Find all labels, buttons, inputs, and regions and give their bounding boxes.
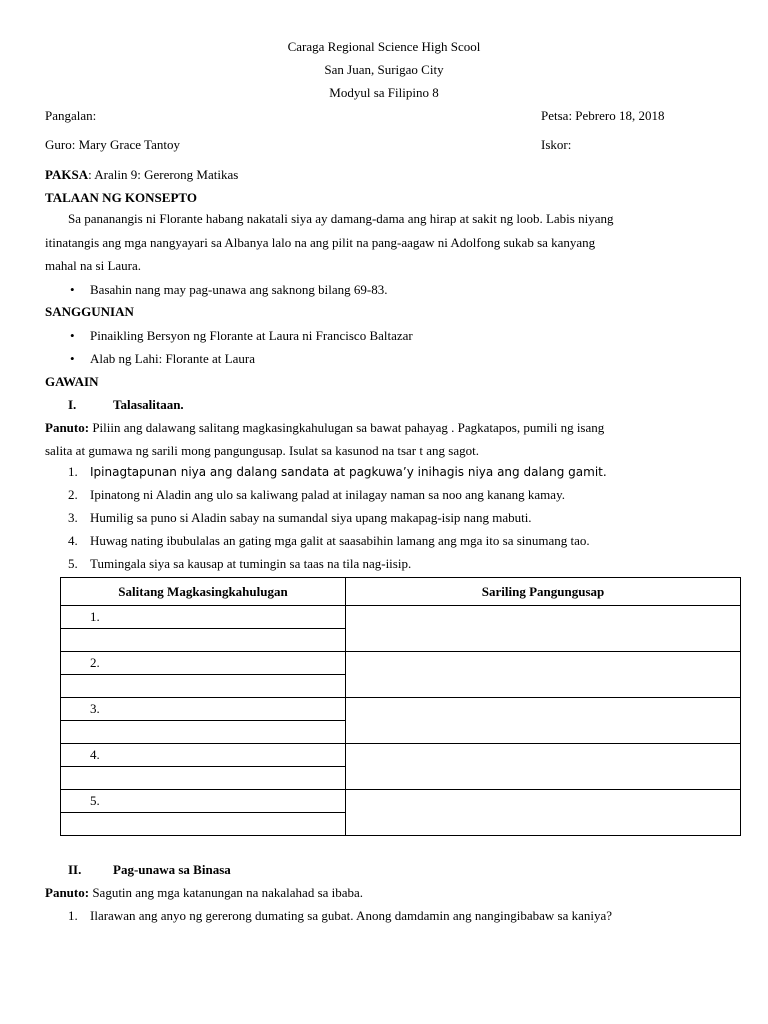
synonym-cell[interactable] [61, 813, 346, 836]
synonym-cell[interactable]: 1. [61, 606, 346, 629]
synonym-cell[interactable] [61, 675, 346, 698]
table-row [61, 790, 741, 813]
synonym-cell[interactable] [61, 767, 346, 790]
date-label: Petsa: Pebrero 18, 2018 [541, 108, 665, 123]
concept-line-1: Sa pananangis ni Florante habang nakatali siya ay damang-dama ang hirap at sakit ng loob. Labis niyang [68, 211, 614, 226]
sentence-cell[interactable] [346, 744, 741, 790]
school-name: Caraga Regional Science High Scool [287, 39, 481, 54]
part2-numeral: II. [68, 862, 82, 877]
name-label: Pangalan: [45, 108, 97, 123]
synonym-cell[interactable]: 3. [61, 698, 346, 721]
synonym-cell[interactable]: 2. [61, 652, 346, 675]
synonym-cell[interactable] [61, 721, 346, 744]
concept-heading: TALAAN NG KONSEPTO [45, 190, 197, 205]
synonym-cell[interactable] [61, 629, 346, 652]
part1-instruction-line-2: salita at gumawa ng sarili mong pangungusap. Isulat sa kasunod na tsar t ang sagot. [45, 443, 479, 458]
vocab-table [60, 577, 741, 836]
sentence-cell[interactable] [346, 698, 741, 744]
table-row [61, 698, 741, 721]
part2-title: Pag-unawa sa Binasa [113, 862, 231, 877]
concept-line-3: mahal na si Laura. [45, 258, 142, 273]
part1-title: Talasalitaan. [113, 397, 184, 412]
table-row [61, 606, 741, 629]
references-heading: SANGGUNIAN [45, 304, 134, 319]
module-title: Modyul sa Filipino 8 [329, 85, 439, 100]
instruction-label: Panuto: [45, 885, 90, 900]
concept-bullet: • Basahin nang may pag-unawa ang saknong bilang 69-83. [90, 282, 387, 298]
table-header-row [61, 578, 741, 606]
score-label: Iskor: [541, 137, 572, 152]
teacher-label: Guro: Mary Grace Tantoy [45, 137, 180, 152]
table-row [61, 652, 741, 675]
synonym-cell[interactable]: 4. [61, 744, 346, 767]
topic-label: PAKSA [45, 167, 89, 182]
sentence-cell[interactable] [346, 652, 741, 698]
part1-instruction: Panuto: Piliin ang dalawang salitang magkasingkahulugan sa bawat pahayag . Pagkatapos, pumili ng isang [45, 420, 605, 435]
column-header-synonyms: Salitang Magkasingkahulugan [61, 578, 346, 606]
sentence-cell[interactable] [346, 790, 741, 836]
part1-numeral: I. [68, 397, 77, 412]
table-row [61, 744, 741, 767]
topic-value: : Aralin 9: Gererong Matikas [88, 167, 239, 182]
school-location: San Juan, Surigao City [324, 62, 444, 77]
synonym-cell[interactable]: 5. [61, 790, 346, 813]
sentence-cell[interactable] [346, 606, 741, 652]
concept-line-2: itinatangis ang mga nangyayari sa Albanya lalo na ang pilit na pang-aagaw ni Adolfong sukab sa kanyang [45, 235, 596, 250]
instruction-label: Panuto: [45, 420, 90, 435]
reference-item: • Alab ng Lahi: Florante at Laura [90, 351, 255, 367]
reference-item: • Pinaikling Bersyon ng Florante at Laura ni Francisco Baltazar [90, 328, 413, 344]
column-header-sentence: Sariling Pangungusap [346, 578, 741, 606]
topic-line [45, 167, 238, 183]
activity-heading: GAWAIN [45, 374, 99, 389]
part2-instruction: Panuto: Sagutin ang mga katanungan na nakalahad sa ibaba. [45, 885, 364, 900]
